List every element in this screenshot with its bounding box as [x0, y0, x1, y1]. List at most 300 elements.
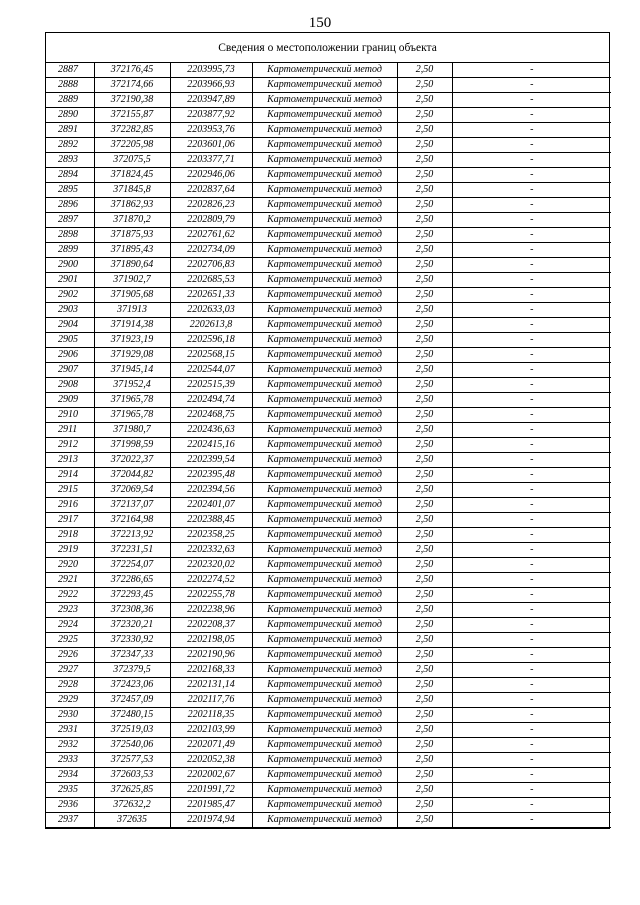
- accuracy-cell: 2,50: [397, 558, 452, 573]
- point-number-cell: 2920: [46, 558, 94, 573]
- point-number-cell: 2934: [46, 768, 94, 783]
- x-coordinate-cell: 372022,37: [94, 453, 170, 468]
- method-cell: Картометрический метод: [252, 303, 397, 318]
- accuracy-cell: 2,50: [397, 768, 452, 783]
- accuracy-cell: 2,50: [397, 813, 452, 828]
- table-row: [46, 588, 611, 603]
- point-number-cell: 2912: [46, 438, 94, 453]
- description-cell: -: [452, 393, 611, 408]
- method-cell: Картометрический метод: [252, 708, 397, 723]
- y-coordinate-cell: 2202131,14: [170, 678, 252, 693]
- description-cell: -: [452, 798, 611, 813]
- y-coordinate-cell: 2202596,18: [170, 333, 252, 348]
- method-cell: Картометрический метод: [252, 738, 397, 753]
- accuracy-cell: 2,50: [397, 588, 452, 603]
- y-coordinate-cell: 2202168,33: [170, 663, 252, 678]
- method-cell: Картометрический метод: [252, 393, 397, 408]
- x-coordinate-cell: 372480,15: [94, 708, 170, 723]
- point-number-cell: 2930: [46, 708, 94, 723]
- method-cell: Картометрический метод: [252, 663, 397, 678]
- table-row: [46, 648, 611, 663]
- method-cell: Картометрический метод: [252, 423, 397, 438]
- description-cell: -: [452, 693, 611, 708]
- point-number-cell: 2918: [46, 528, 94, 543]
- x-coordinate-cell: 372205,98: [94, 138, 170, 153]
- description-cell: -: [452, 708, 611, 723]
- table-row: [46, 393, 611, 408]
- point-number-cell: 2937: [46, 813, 94, 828]
- description-cell: -: [452, 813, 611, 828]
- accuracy-cell: 2,50: [397, 318, 452, 333]
- y-coordinate-cell: 2202761,62: [170, 228, 252, 243]
- method-cell: Картометрический метод: [252, 648, 397, 663]
- accuracy-cell: 2,50: [397, 603, 452, 618]
- description-cell: -: [452, 318, 611, 333]
- table-row: [46, 708, 611, 723]
- table-row: [46, 483, 611, 498]
- table-row: [46, 273, 611, 288]
- y-coordinate-cell: 2202118,35: [170, 708, 252, 723]
- point-number-cell: 2891: [46, 123, 94, 138]
- table-row: [46, 678, 611, 693]
- x-coordinate-cell: 372519,03: [94, 723, 170, 738]
- method-cell: Картометрический метод: [252, 288, 397, 303]
- y-coordinate-cell: 2202651,33: [170, 288, 252, 303]
- table-row: [46, 423, 611, 438]
- y-coordinate-cell: 2202685,53: [170, 273, 252, 288]
- y-coordinate-cell: 2201985,47: [170, 798, 252, 813]
- y-coordinate-cell: 2202515,39: [170, 378, 252, 393]
- table-row: [46, 603, 611, 618]
- accuracy-cell: 2,50: [397, 468, 452, 483]
- description-cell: -: [452, 168, 611, 183]
- method-cell: Картометрический метод: [252, 378, 397, 393]
- y-coordinate-cell: 2202332,63: [170, 543, 252, 558]
- method-cell: Картометрический метод: [252, 453, 397, 468]
- description-cell: -: [452, 603, 611, 618]
- accuracy-cell: 2,50: [397, 393, 452, 408]
- x-coordinate-cell: 371870,2: [94, 213, 170, 228]
- description-cell: -: [452, 558, 611, 573]
- accuracy-cell: 2,50: [397, 513, 452, 528]
- accuracy-cell: 2,50: [397, 723, 452, 738]
- y-coordinate-cell: 2202734,09: [170, 243, 252, 258]
- table-row: [46, 123, 611, 138]
- accuracy-cell: 2,50: [397, 528, 452, 543]
- table-row: [46, 753, 611, 768]
- point-number-cell: 2887: [46, 63, 94, 78]
- description-cell: -: [452, 753, 611, 768]
- point-number-cell: 2898: [46, 228, 94, 243]
- y-coordinate-cell: 2202809,79: [170, 213, 252, 228]
- x-coordinate-cell: 372155,87: [94, 108, 170, 123]
- description-cell: -: [452, 498, 611, 513]
- table-row: [46, 438, 611, 453]
- description-cell: -: [452, 408, 611, 423]
- accuracy-cell: 2,50: [397, 108, 452, 123]
- method-cell: Картометрический метод: [252, 483, 397, 498]
- x-coordinate-cell: 371929,08: [94, 348, 170, 363]
- method-cell: Картометрический метод: [252, 168, 397, 183]
- method-cell: Картометрический метод: [252, 153, 397, 168]
- method-cell: Картометрический метод: [252, 468, 397, 483]
- table-row: [46, 183, 611, 198]
- y-coordinate-cell: 2203377,71: [170, 153, 252, 168]
- description-cell: -: [452, 648, 611, 663]
- y-coordinate-cell: 2202388,45: [170, 513, 252, 528]
- table-body: [46, 63, 611, 828]
- x-coordinate-cell: 371952,4: [94, 378, 170, 393]
- table-row: [46, 153, 611, 168]
- description-cell: -: [452, 123, 611, 138]
- x-coordinate-cell: 372423,06: [94, 678, 170, 693]
- method-cell: Картометрический метод: [252, 123, 397, 138]
- accuracy-cell: 2,50: [397, 183, 452, 198]
- y-coordinate-cell: 2202568,15: [170, 348, 252, 363]
- y-coordinate-cell: 2202394,56: [170, 483, 252, 498]
- description-cell: -: [452, 483, 611, 498]
- method-cell: Картометрический метод: [252, 588, 397, 603]
- y-coordinate-cell: 2202071,49: [170, 738, 252, 753]
- accuracy-cell: 2,50: [397, 303, 452, 318]
- point-number-cell: 2892: [46, 138, 94, 153]
- description-cell: -: [452, 378, 611, 393]
- accuracy-cell: 2,50: [397, 228, 452, 243]
- table-row: [46, 723, 611, 738]
- table-row: [46, 738, 611, 753]
- x-coordinate-cell: 372379,5: [94, 663, 170, 678]
- accuracy-cell: 2,50: [397, 168, 452, 183]
- table-row: [46, 288, 611, 303]
- table-row: [46, 108, 611, 123]
- x-coordinate-cell: 372320,21: [94, 618, 170, 633]
- y-coordinate-cell: 2202002,67: [170, 768, 252, 783]
- point-number-cell: 2895: [46, 183, 94, 198]
- point-number-cell: 2907: [46, 363, 94, 378]
- accuracy-cell: 2,50: [397, 93, 452, 108]
- method-cell: Картометрический метод: [252, 438, 397, 453]
- point-number-cell: 2900: [46, 258, 94, 273]
- description-cell: -: [452, 363, 611, 378]
- method-cell: Картометрический метод: [252, 108, 397, 123]
- accuracy-cell: 2,50: [397, 618, 452, 633]
- description-cell: -: [452, 273, 611, 288]
- point-number-cell: 2903: [46, 303, 94, 318]
- table-row: [46, 378, 611, 393]
- x-coordinate-cell: 371965,78: [94, 393, 170, 408]
- x-coordinate-cell: 371902,7: [94, 273, 170, 288]
- y-coordinate-cell: 2202358,25: [170, 528, 252, 543]
- table-row: [46, 93, 611, 108]
- y-coordinate-cell: 2201991,72: [170, 783, 252, 798]
- accuracy-cell: 2,50: [397, 138, 452, 153]
- method-cell: Картометрический метод: [252, 723, 397, 738]
- y-coordinate-cell: 2202320,02: [170, 558, 252, 573]
- x-coordinate-cell: 372603,53: [94, 768, 170, 783]
- y-coordinate-cell: 2203966,93: [170, 78, 252, 93]
- x-coordinate-cell: 372330,92: [94, 633, 170, 648]
- table-title: Сведения о местоположении границ объекта: [46, 33, 609, 63]
- y-coordinate-cell: 2203877,92: [170, 108, 252, 123]
- description-cell: -: [452, 438, 611, 453]
- y-coordinate-cell: 2203953,76: [170, 123, 252, 138]
- y-coordinate-cell: 2202415,16: [170, 438, 252, 453]
- description-cell: -: [452, 228, 611, 243]
- accuracy-cell: 2,50: [397, 153, 452, 168]
- x-coordinate-cell: 371980,7: [94, 423, 170, 438]
- table-row: [46, 498, 611, 513]
- table-row: [46, 543, 611, 558]
- accuracy-cell: 2,50: [397, 663, 452, 678]
- y-coordinate-cell: 2202613,8: [170, 318, 252, 333]
- point-number-cell: 2929: [46, 693, 94, 708]
- description-cell: -: [452, 723, 611, 738]
- y-coordinate-cell: 2202399,54: [170, 453, 252, 468]
- table-row: [46, 768, 611, 783]
- method-cell: Картометрический метод: [252, 813, 397, 828]
- point-number-cell: 2933: [46, 753, 94, 768]
- method-cell: Картометрический метод: [252, 198, 397, 213]
- y-coordinate-cell: 2202190,96: [170, 648, 252, 663]
- accuracy-cell: 2,50: [397, 213, 452, 228]
- x-coordinate-cell: 371998,59: [94, 438, 170, 453]
- x-coordinate-cell: 372625,85: [94, 783, 170, 798]
- accuracy-cell: 2,50: [397, 333, 452, 348]
- boundary-table-sheet: [45, 32, 610, 829]
- point-number-cell: 2921: [46, 573, 94, 588]
- table-row: [46, 633, 611, 648]
- accuracy-cell: 2,50: [397, 63, 452, 78]
- point-number-cell: 2902: [46, 288, 94, 303]
- page-number: 150: [308, 15, 332, 31]
- description-cell: -: [452, 108, 611, 123]
- point-number-cell: 2931: [46, 723, 94, 738]
- x-coordinate-cell: 372540,06: [94, 738, 170, 753]
- y-coordinate-cell: 2202494,74: [170, 393, 252, 408]
- accuracy-cell: 2,50: [397, 738, 452, 753]
- x-coordinate-cell: 372075,5: [94, 153, 170, 168]
- description-cell: -: [452, 768, 611, 783]
- table-row: [46, 258, 611, 273]
- x-coordinate-cell: 372632,2: [94, 798, 170, 813]
- accuracy-cell: 2,50: [397, 198, 452, 213]
- description-cell: -: [452, 213, 611, 228]
- table-row: [46, 783, 611, 798]
- description-cell: -: [452, 573, 611, 588]
- accuracy-cell: 2,50: [397, 633, 452, 648]
- description-cell: -: [452, 153, 611, 168]
- method-cell: Картометрический метод: [252, 783, 397, 798]
- y-coordinate-cell: 2203995,73: [170, 63, 252, 78]
- point-number-cell: 2928: [46, 678, 94, 693]
- y-coordinate-cell: 2202946,06: [170, 168, 252, 183]
- y-coordinate-cell: 2202103,99: [170, 723, 252, 738]
- method-cell: Картометрический метод: [252, 63, 397, 78]
- point-number-cell: 2911: [46, 423, 94, 438]
- method-cell: Картометрический метод: [252, 618, 397, 633]
- x-coordinate-cell: 372254,07: [94, 558, 170, 573]
- accuracy-cell: 2,50: [397, 78, 452, 93]
- x-coordinate-cell: 372308,36: [94, 603, 170, 618]
- point-number-cell: 2906: [46, 348, 94, 363]
- table-row: [46, 63, 611, 78]
- y-coordinate-cell: 2203601,06: [170, 138, 252, 153]
- table-row: [46, 408, 611, 423]
- y-coordinate-cell: 2202052,38: [170, 753, 252, 768]
- x-coordinate-cell: 371914,38: [94, 318, 170, 333]
- x-coordinate-cell: 371913: [94, 303, 170, 318]
- accuracy-cell: 2,50: [397, 453, 452, 468]
- method-cell: Картометрический метод: [252, 333, 397, 348]
- point-number-cell: 2896: [46, 198, 94, 213]
- description-cell: -: [452, 543, 611, 558]
- x-coordinate-cell: 372293,45: [94, 588, 170, 603]
- table-row: [46, 213, 611, 228]
- point-number-cell: 2901: [46, 273, 94, 288]
- method-cell: Картометрический метод: [252, 678, 397, 693]
- table-row: [46, 318, 611, 333]
- accuracy-cell: 2,50: [397, 783, 452, 798]
- x-coordinate-cell: 371862,93: [94, 198, 170, 213]
- y-coordinate-cell: 2203947,89: [170, 93, 252, 108]
- x-coordinate-cell: 371945,14: [94, 363, 170, 378]
- y-coordinate-cell: 2202436,63: [170, 423, 252, 438]
- method-cell: Картометрический метод: [252, 408, 397, 423]
- description-cell: -: [452, 288, 611, 303]
- y-coordinate-cell: 2202837,64: [170, 183, 252, 198]
- accuracy-cell: 2,50: [397, 648, 452, 663]
- table-row: [46, 573, 611, 588]
- accuracy-cell: 2,50: [397, 543, 452, 558]
- accuracy-cell: 2,50: [397, 798, 452, 813]
- x-coordinate-cell: 372164,98: [94, 513, 170, 528]
- method-cell: Картометрический метод: [252, 228, 397, 243]
- accuracy-cell: 2,50: [397, 408, 452, 423]
- description-cell: -: [452, 513, 611, 528]
- method-cell: Картометрический метод: [252, 183, 397, 198]
- accuracy-cell: 2,50: [397, 123, 452, 138]
- method-cell: Картометрический метод: [252, 558, 397, 573]
- accuracy-cell: 2,50: [397, 258, 452, 273]
- method-cell: Картометрический метод: [252, 243, 397, 258]
- accuracy-cell: 2,50: [397, 678, 452, 693]
- point-number-cell: 2927: [46, 663, 94, 678]
- x-coordinate-cell: 371824,45: [94, 168, 170, 183]
- x-coordinate-cell: 372137,07: [94, 498, 170, 513]
- description-cell: -: [452, 258, 611, 273]
- accuracy-cell: 2,50: [397, 378, 452, 393]
- point-number-cell: 2890: [46, 108, 94, 123]
- x-coordinate-cell: 372069,54: [94, 483, 170, 498]
- method-cell: Картометрический метод: [252, 798, 397, 813]
- point-number-cell: 2908: [46, 378, 94, 393]
- x-coordinate-cell: 372213,92: [94, 528, 170, 543]
- x-coordinate-cell: 371845,8: [94, 183, 170, 198]
- table-row: [46, 453, 611, 468]
- point-number-cell: 2894: [46, 168, 94, 183]
- y-coordinate-cell: 2202198,05: [170, 633, 252, 648]
- accuracy-cell: 2,50: [397, 243, 452, 258]
- table-row: [46, 168, 611, 183]
- description-cell: -: [452, 633, 611, 648]
- accuracy-cell: 2,50: [397, 498, 452, 513]
- description-cell: -: [452, 78, 611, 93]
- y-coordinate-cell: 2202117,76: [170, 693, 252, 708]
- table-row: [46, 558, 611, 573]
- table-row: [46, 513, 611, 528]
- point-number-cell: 2905: [46, 333, 94, 348]
- y-coordinate-cell: 2202468,75: [170, 408, 252, 423]
- y-coordinate-cell: 2202544,07: [170, 363, 252, 378]
- accuracy-cell: 2,50: [397, 438, 452, 453]
- method-cell: Картометрический метод: [252, 318, 397, 333]
- accuracy-cell: 2,50: [397, 573, 452, 588]
- y-coordinate-cell: 2202395,48: [170, 468, 252, 483]
- accuracy-cell: 2,50: [397, 348, 452, 363]
- method-cell: Картометрический метод: [252, 93, 397, 108]
- y-coordinate-cell: 2202826,23: [170, 198, 252, 213]
- description-cell: -: [452, 303, 611, 318]
- x-coordinate-cell: 372635: [94, 813, 170, 828]
- method-cell: Картометрический метод: [252, 693, 397, 708]
- description-cell: -: [452, 138, 611, 153]
- point-number-cell: 2924: [46, 618, 94, 633]
- method-cell: Картометрический метод: [252, 348, 397, 363]
- x-coordinate-cell: 372174,66: [94, 78, 170, 93]
- y-coordinate-cell: 2202706,83: [170, 258, 252, 273]
- x-coordinate-cell: 371965,78: [94, 408, 170, 423]
- point-number-cell: 2893: [46, 153, 94, 168]
- y-coordinate-cell: 2202238,96: [170, 603, 252, 618]
- table-row: [46, 303, 611, 318]
- point-number-cell: 2936: [46, 798, 94, 813]
- point-number-cell: 2922: [46, 588, 94, 603]
- x-coordinate-cell: 372347,33: [94, 648, 170, 663]
- y-coordinate-cell: 2202208,37: [170, 618, 252, 633]
- table-row: [46, 348, 611, 363]
- x-coordinate-cell: 371895,43: [94, 243, 170, 258]
- point-number-cell: 2932: [46, 738, 94, 753]
- point-number-cell: 2914: [46, 468, 94, 483]
- table-row: [46, 618, 611, 633]
- method-cell: Картометрический метод: [252, 513, 397, 528]
- method-cell: Картометрический метод: [252, 258, 397, 273]
- method-cell: Картометрический метод: [252, 498, 397, 513]
- point-number-cell: 2899: [46, 243, 94, 258]
- description-cell: -: [452, 453, 611, 468]
- table-row: [46, 228, 611, 243]
- accuracy-cell: 2,50: [397, 483, 452, 498]
- accuracy-cell: 2,50: [397, 708, 452, 723]
- y-coordinate-cell: 2202274,52: [170, 573, 252, 588]
- point-number-cell: 2926: [46, 648, 94, 663]
- accuracy-cell: 2,50: [397, 753, 452, 768]
- y-coordinate-cell: 2201974,94: [170, 813, 252, 828]
- description-cell: -: [452, 588, 611, 603]
- table-row: [46, 243, 611, 258]
- point-number-cell: 2904: [46, 318, 94, 333]
- x-coordinate-cell: 372176,45: [94, 63, 170, 78]
- method-cell: Картометрический метод: [252, 573, 397, 588]
- y-coordinate-cell: 2202401,07: [170, 498, 252, 513]
- table-row: [46, 813, 611, 828]
- description-cell: -: [452, 618, 611, 633]
- x-coordinate-cell: 372044,82: [94, 468, 170, 483]
- point-number-cell: 2935: [46, 783, 94, 798]
- description-cell: -: [452, 198, 611, 213]
- method-cell: Картометрический метод: [252, 633, 397, 648]
- table-row: [46, 693, 611, 708]
